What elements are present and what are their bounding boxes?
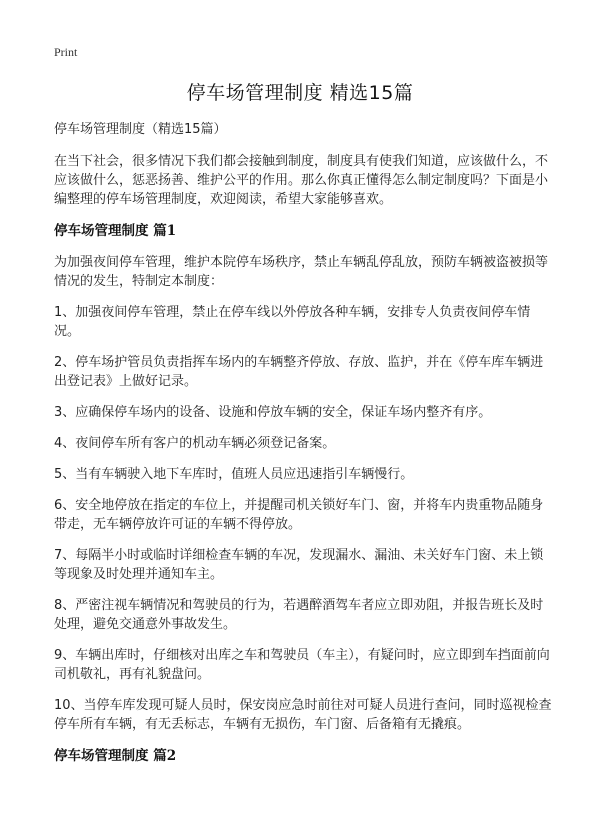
rule-item-5: 5、当有车辆驶入地下车库时，值班人员应迅速指引车辆慢行。: [54, 467, 414, 482]
rule-item-2: 2、停车场护管员负责指挥车场内的车辆整齐停放、存放、监护，并在《停车库车辆进出登记表》上做好记录。: [54, 355, 544, 389]
section-heading-1: 停车场管理制度 篇1: [54, 223, 177, 239]
document-title: 停车场管理制度 精选15篇: [186, 82, 414, 104]
rule-item-10: 10、当停车库发现可疑人员时，保安岗应急时前往对可疑人员进行查问，同时巡视检查停车所有车辆，有无丢标志，车辆有无损伤，车门窗、后备箱有无撬痕。: [54, 698, 552, 732]
rule-item-3: 3、应确保停车场内的设备、设施和停放车辆的安全，保证车场内整齐有序。: [54, 405, 492, 420]
rule-item-9: 9、车辆出库时，仔细核对出库之车和驾驶员（车主），有疑问时，应立即到车挡面前向司机敬礼，再有礼貌盘问。: [54, 648, 550, 682]
intro-paragraph: 在当下社会，很多情况下我们都会接触到制度，制度具有使我们知道，应该做什么，不应该做什么，惩恶扬善、维护公平的作用。那么你真正懂得怎么制定制度吗？下面是小编整理的停车场管理制度，欢迎阅读，希望大家能够喜欢。: [54, 154, 549, 207]
section-1-intro: 为加强夜间停车管理，维护本院停车场秩序，禁止车辆乱停乱放，预防车辆被盗被损等情况的发生，特制定本制度：: [54, 255, 549, 289]
document-subtitle: 停车场管理制度（精选15篇）: [54, 122, 227, 137]
rule-item-4: 4、夜间停车所有客户的机动车辆必须登记备案。: [54, 436, 336, 451]
section-heading-2: 停车场管理制度 篇2: [54, 748, 177, 764]
rule-item-6: 6、安全地停放在指定的车位上，并提醒司机关锁好车门、窗，并将车内贵重物品随身带走，无车辆停放许可证的车辆不得停放。: [54, 498, 544, 532]
rule-item-8: 8、严密注视车辆情况和驾驶员的行为，若遇醉酒驾车者应立即劝阻，并报告班长及时处理，避免交通意外事故发生。: [54, 598, 544, 632]
rule-item-7: 7、每隔半小时或临时详细检查车辆的车况，发现漏水、漏油、未关好车门窗、未上锁等现象及时处理并通知车主。: [54, 548, 544, 582]
print-link[interactable]: Print: [54, 45, 78, 59]
document-body: [54, 120, 554, 778]
rule-item-1: 1、加强夜间停车管理，禁止在停车线以外停放各种车辆，安排专人负责夜间停车情况。: [54, 305, 531, 339]
